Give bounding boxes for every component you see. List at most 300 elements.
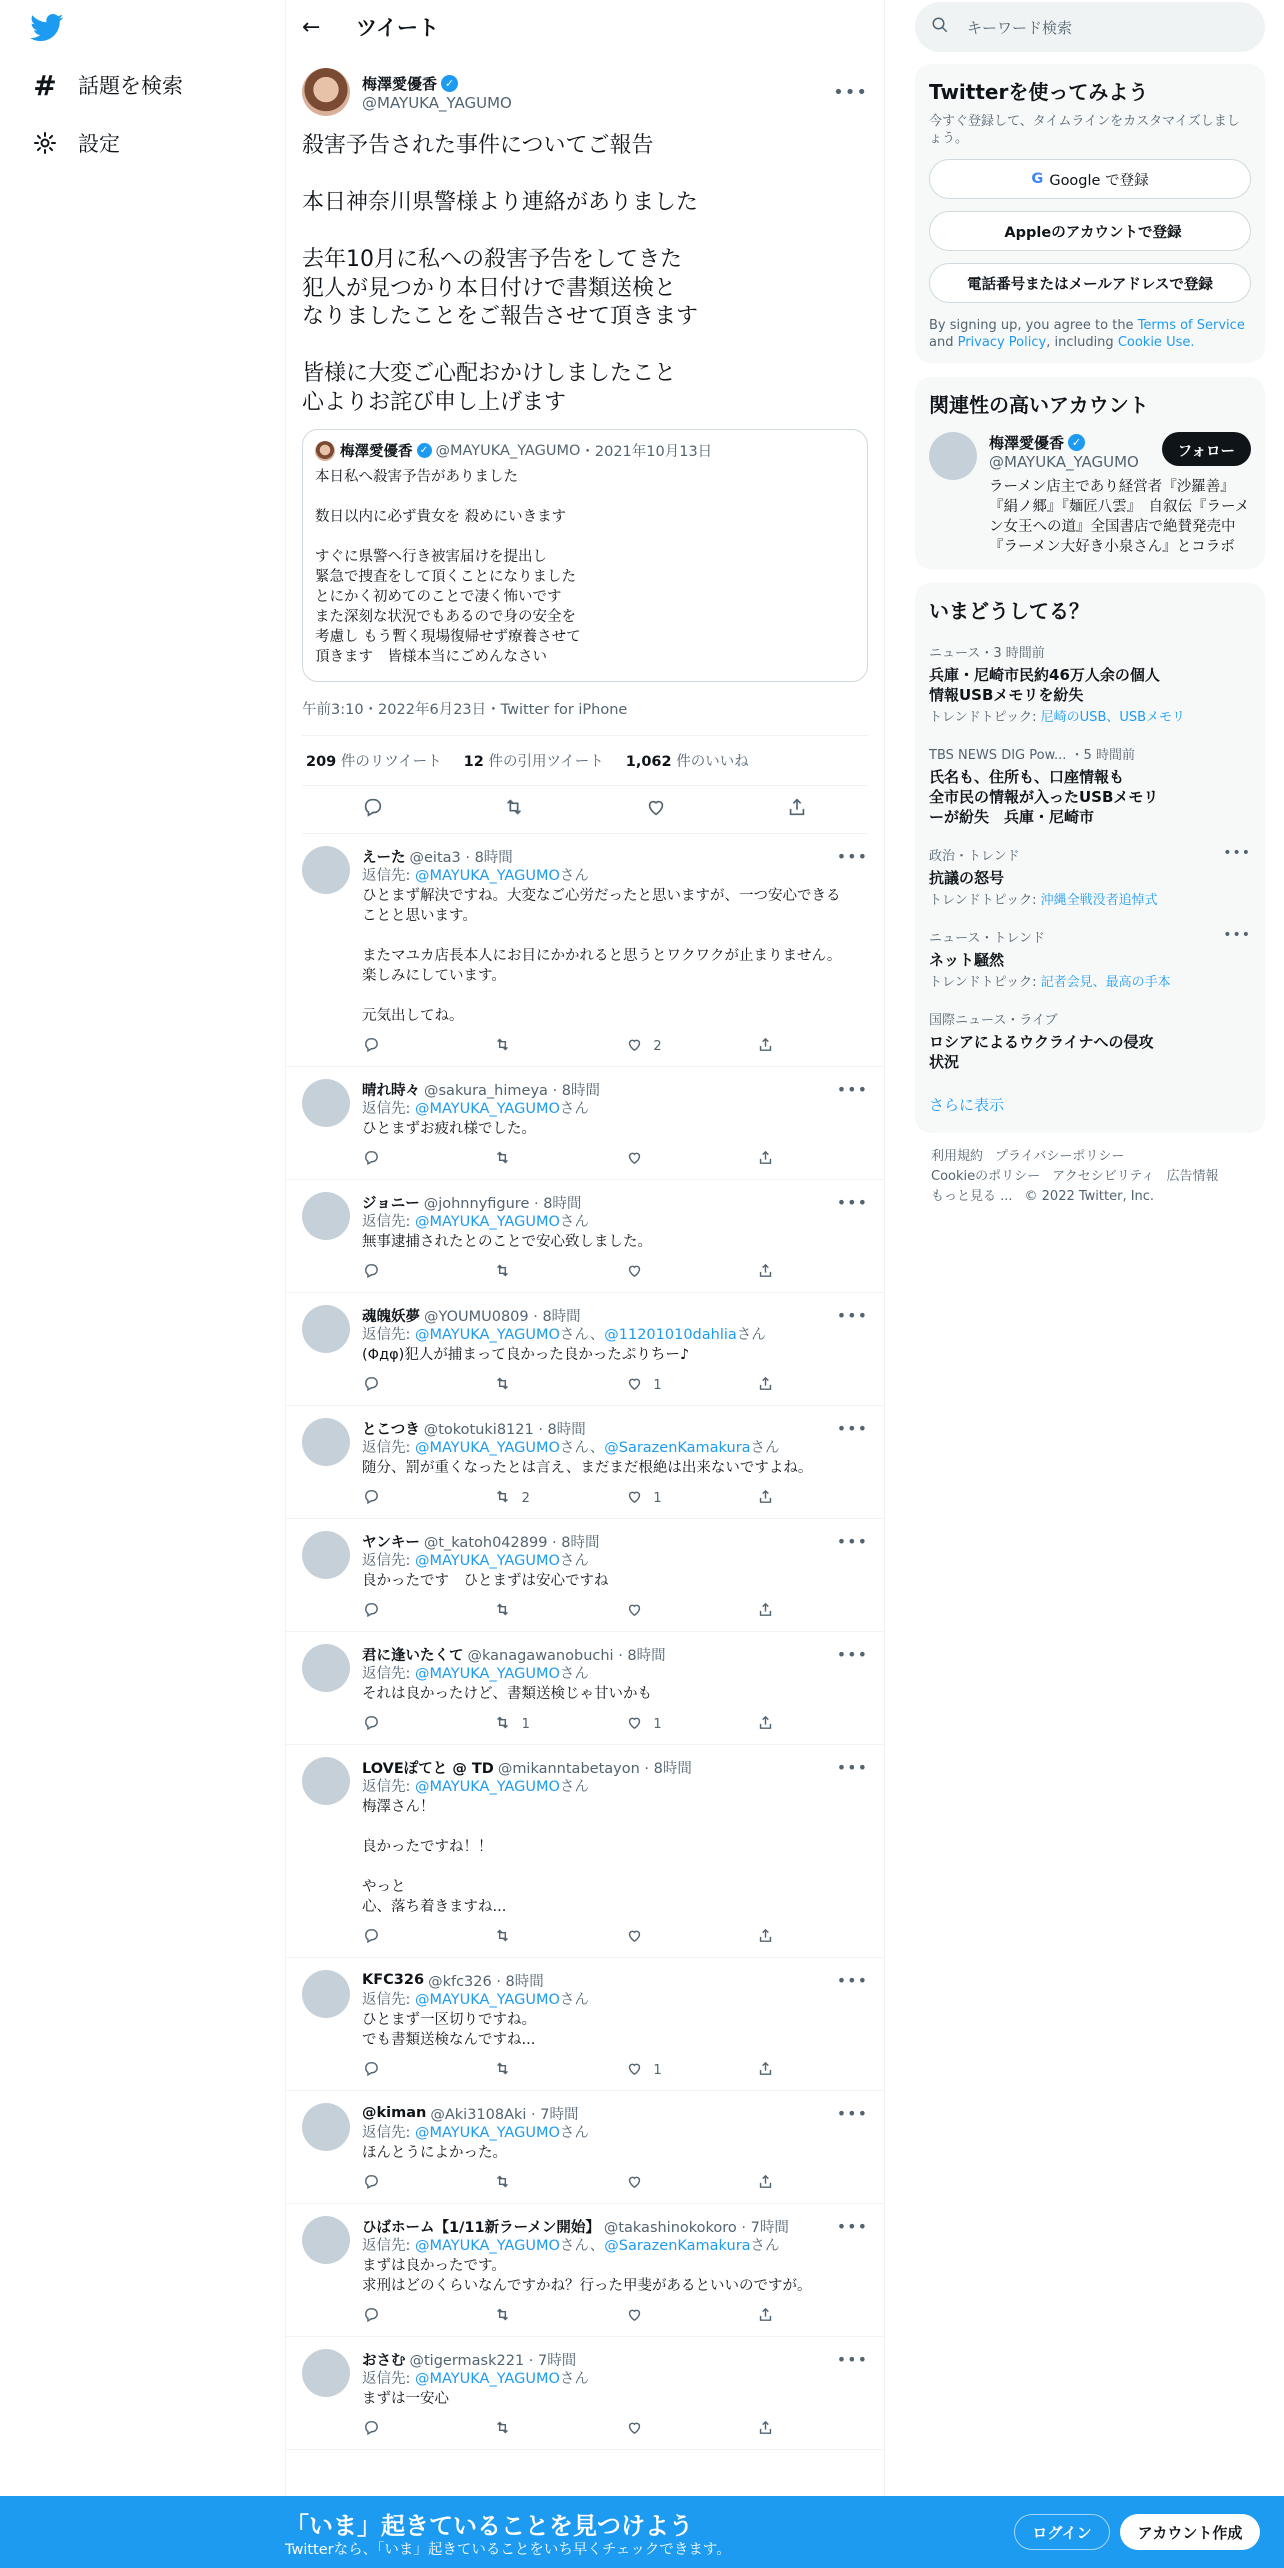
- reply-to-link[interactable]: @MAYUKA_YAGUMO: [415, 2371, 560, 2387]
- author-handle[interactable]: @MAYUKA_YAGUMO: [362, 93, 512, 112]
- trend-item[interactable]: [929, 927, 1251, 991]
- reply-author-handle[interactable]: @YOUMU0809 · 8時間: [424, 1308, 581, 1325]
- retweet-icon[interactable]: [494, 796, 534, 823]
- nav-settings-label: 設定: [78, 132, 120, 156]
- reply-text: ひとまず解決ですね。大変なご心労だったと思いますが、一つ安心できる ことと思います。 またマユカ店長本人にお目にかかれると思うとワクワクが止まりません。 楽しみにしています。 元気出してね。: [362, 888, 842, 1024]
- reply-author-name[interactable]: ひばホーム【1/11新ラーメン開始】: [362, 2219, 600, 2236]
- reply-icon: [362, 1375, 380, 1396]
- more-options-icon[interactable]: •••: [836, 2216, 868, 2236]
- back-arrow-icon[interactable]: ←: [302, 14, 321, 40]
- retweet-button[interactable]: [494, 1036, 584, 1057]
- reply-icon: [362, 2060, 380, 2081]
- share-icon[interactable]: [777, 796, 817, 823]
- more-options-icon[interactable]: •••: [836, 2349, 868, 2369]
- share-button[interactable]: [757, 1714, 787, 1735]
- reply-text: 梅澤さん！ 良かったですね！！ やっと 心、落ち着きますね...: [362, 1799, 507, 1915]
- retweet-icon: [494, 1927, 512, 1948]
- page-title: ツイート: [356, 16, 439, 40]
- reply-to-suffix: さん: [750, 1440, 780, 1456]
- reply-to-suffix: さん: [559, 2371, 589, 2387]
- reply-author-handle[interactable]: @eita3 · 8時間: [409, 849, 513, 866]
- reply-to-link[interactable]: @MAYUKA_YAGUMO: [415, 2238, 560, 2254]
- more-options-icon[interactable]: •••: [836, 1644, 868, 1664]
- like-count: 1: [653, 1716, 662, 1732]
- like-button[interactable]: [625, 2419, 715, 2440]
- reply-to-prefix: 返信先:: [362, 2125, 415, 2141]
- login-button[interactable]: ログイン: [1014, 2514, 1110, 2550]
- focal-tweet: [286, 54, 884, 834]
- like-button[interactable]: [625, 1149, 715, 1170]
- more-options-icon[interactable]: •••: [836, 1418, 868, 1438]
- reply-to-link[interactable]: @SarazenKamakura: [604, 1440, 751, 1456]
- reply-icon: [362, 1927, 380, 1948]
- reply-button[interactable]: [362, 1262, 452, 1283]
- reply-icon[interactable]: [353, 796, 393, 823]
- nav-explore[interactable]: [30, 70, 183, 100]
- reply-tweet[interactable]: 魂魄妖夢 @YOUMU0809 · 8時間 ••• 返信先: @MAYUKA_YAGUMOさん、@11201010dahliaさん (Φдφ)犯人が捕まって良かった良かったぷりちー♪ 1: [286, 1293, 884, 1406]
- avatar[interactable]: [302, 1305, 350, 1353]
- trend-item[interactable]: [929, 845, 1251, 909]
- more-options-icon[interactable]: •••: [836, 1531, 868, 1551]
- quote-count-label: 件の引用ツイート: [483, 754, 604, 770]
- trends-title: いまどうしてる？: [929, 599, 1089, 623]
- reply-to-prefix: 返信先:: [362, 1327, 415, 1343]
- reply-button[interactable]: [362, 2419, 452, 2440]
- nav-explore-label: 話題を検索: [78, 74, 183, 98]
- reply-to-link[interactable]: @MAYUKA_YAGUMO: [415, 1327, 560, 1343]
- trend-title: 氏名も、住所も、口座情報も 全市民の情報が入ったUSBメモリ ーが紛失 兵庫・尼崎市: [929, 768, 1159, 826]
- reply-tweet[interactable]: [286, 1745, 884, 1958]
- avatar[interactable]: [302, 1644, 350, 1692]
- reply-to-prefix: 返信先:: [362, 1440, 415, 1456]
- reply-icon: [362, 1601, 380, 1622]
- retweet-count: 209: [306, 754, 337, 770]
- like-button[interactable]: [625, 2173, 715, 2194]
- share-button[interactable]: [757, 1036, 787, 1057]
- bottom-bar-title: 「いま」起きていることを見つけよう: [285, 2512, 693, 2540]
- retweet-button[interactable]: [494, 1488, 584, 1509]
- tweet-actions: [302, 786, 868, 834]
- footer-privacy-link[interactable]: プライバシーポリシー: [995, 1149, 1125, 1164]
- reply-to-link[interactable]: @SarazenKamakura: [604, 2238, 751, 2254]
- phone-email-signup-button[interactable]: [929, 263, 1251, 303]
- more-options-icon[interactable]: •••: [833, 81, 868, 103]
- avatar[interactable]: [302, 1970, 350, 2018]
- share-button[interactable]: [757, 1262, 787, 1283]
- like-icon: [625, 1601, 643, 1622]
- more-options-icon[interactable]: •••: [836, 2103, 868, 2123]
- retweet-button[interactable]: [494, 1927, 584, 1948]
- reply-text: まずは一安心: [362, 2391, 449, 2407]
- more-options-icon[interactable]: •••: [836, 1757, 868, 1777]
- cookie-link[interactable]: Cookie Use.: [1117, 335, 1195, 350]
- like-button[interactable]: [625, 2060, 715, 2081]
- share-icon: [757, 1036, 775, 1057]
- like-icon: [625, 2306, 643, 2327]
- more-options-icon[interactable]: •••: [1223, 845, 1251, 861]
- avatar[interactable]: [929, 432, 977, 480]
- reply-tweet[interactable]: [286, 1958, 884, 2091]
- reply-to-suffix: さん: [559, 1666, 589, 1682]
- reply-author-name[interactable]: KFC326: [362, 1972, 425, 1988]
- relevant-title: 関連性の高いアカウント: [929, 393, 1149, 417]
- google-signup-label: Google で登録: [1049, 172, 1149, 189]
- share-icon: [757, 1149, 775, 1170]
- reply-to-link[interactable]: @MAYUKA_YAGUMO: [415, 1992, 560, 2008]
- more-options-icon[interactable]: •••: [836, 1970, 868, 1990]
- like-icon[interactable]: [636, 796, 676, 823]
- avatar[interactable]: [302, 1192, 350, 1240]
- reply-tweet[interactable]: とこつき @tokotuki8121 · 8時間 ••• 返信先: @MAYUKA_YAGUMOさん、@SarazenKamakuraさん 随分、罰が重くなったとは言え、まだまだ根絶は出来ないですよね。 2 1: [286, 1406, 884, 1519]
- account-row[interactable]: [929, 432, 1251, 557]
- share-icon: [757, 1601, 775, 1622]
- quote-count: 12: [463, 754, 484, 770]
- reply-to-prefix: 返信先:: [362, 1779, 415, 1795]
- quoted-tweet[interactable]: [302, 429, 868, 682]
- reply-icon: [362, 1262, 380, 1283]
- trend-topic-link[interactable]: 尼崎のUSB、USBメモリ: [1040, 710, 1186, 725]
- like-count: 1: [653, 1377, 662, 1393]
- like-button[interactable]: [625, 1927, 715, 1948]
- retweet-icon: [494, 1601, 512, 1622]
- reply-to-link[interactable]: @11201010dahlia: [604, 1327, 737, 1343]
- trend-topic-prefix: トレンドトピック:: [929, 975, 1041, 990]
- share-button[interactable]: [757, 2173, 787, 2194]
- like-count-link[interactable]: [626, 750, 749, 771]
- hashtag-icon: #: [33, 68, 57, 102]
- share-button[interactable]: [757, 2419, 787, 2440]
- retweet-count: 2: [521, 1490, 530, 1506]
- tweet-text: 殺害予告された事件についてご報告 本日神奈川県警様より連絡がありました 去年10月に私への殺害予告をしてきた 犯人が見つかり本日付けで書類送検と なりましたことをご報告させて頂きます 皆様に大変ご心配おかけしましたこと 心よりお詫び申し上げます: [302, 133, 699, 415]
- reply-text: ひとまず一区切りですね。 でも書類送検なんですね...: [362, 2012, 536, 2048]
- reply-author-handle[interactable]: @kanagawanobuchi · 8時間: [467, 1647, 666, 1664]
- reply-button[interactable]: [362, 2173, 452, 2194]
- reply-button[interactable]: [362, 1601, 452, 1622]
- verified-badge-icon: ✓: [441, 75, 458, 92]
- reply-author-name[interactable]: ヤンキー: [362, 1534, 420, 1551]
- signup-sub: 今すぐ登録して、タイムラインをカスタマイズしましょう。: [929, 114, 1240, 146]
- terms-link[interactable]: Terms of Service: [1137, 318, 1245, 333]
- reply-author-handle[interactable]: @sakura_himeya · 8時間: [424, 1082, 600, 1099]
- share-icon: [757, 2173, 775, 2194]
- like-button[interactable]: [625, 1262, 715, 1283]
- reply-author-name[interactable]: えーた: [362, 849, 406, 866]
- reply-author-name[interactable]: とこつき: [362, 1421, 420, 1438]
- apple-signup-button[interactable]: [929, 211, 1251, 251]
- reply-tweet[interactable]: [286, 1180, 884, 1293]
- right-sidebar: [915, 0, 1265, 1221]
- share-icon: [757, 1488, 775, 1509]
- footer-accessibility-link[interactable]: アクセシビリティ: [1052, 1169, 1155, 1184]
- reply-icon: [362, 2306, 380, 2327]
- like-icon: [625, 1036, 643, 1057]
- reply-to-link[interactable]: @MAYUKA_YAGUMO: [415, 1779, 560, 1795]
- quote-avatar: [315, 441, 335, 461]
- reply-to-link[interactable]: @MAYUKA_YAGUMO: [415, 2125, 560, 2141]
- more-options-icon[interactable]: •••: [836, 1192, 868, 1212]
- trend-item[interactable]: [929, 1009, 1251, 1072]
- search-input[interactable]: [915, 2, 1265, 52]
- reply-to-suffix: さん: [559, 2238, 590, 2254]
- like-count: 1: [653, 2062, 662, 2078]
- legal-text-3: , including: [1046, 335, 1118, 350]
- reply-author-name[interactable]: ジョニー: [362, 1195, 420, 1212]
- follow-button[interactable]: フォロー: [1162, 432, 1251, 466]
- avatar[interactable]: [302, 2103, 350, 2151]
- bottom-signup-bar: [0, 2496, 1284, 2568]
- reply-to-suffix: さん: [559, 868, 589, 884]
- retweet-button[interactable]: [494, 1714, 584, 1735]
- show-more-link[interactable]: さらに表示: [929, 1096, 1005, 1114]
- tweet-stats: [302, 736, 868, 786]
- retweet-button[interactable]: [494, 2060, 584, 2081]
- reply-to-prefix: 返信先:: [362, 1553, 415, 1569]
- trend-topic-prefix: トレンドトピック:: [929, 893, 1041, 908]
- more-options-icon[interactable]: •••: [1223, 927, 1251, 943]
- reply-to-link[interactable]: @MAYUKA_YAGUMO: [415, 1666, 560, 1682]
- reply-icon: [362, 1714, 380, 1735]
- reply-author-name[interactable]: @kiman: [362, 2105, 427, 2121]
- reply-author-handle[interactable]: @takashinokokoro · 7時間: [603, 2219, 789, 2236]
- nav-settings[interactable]: [30, 128, 120, 158]
- signup-legal: [929, 317, 1251, 351]
- reply-to-link[interactable]: @MAYUKA_YAGUMO: [415, 868, 560, 884]
- retweet-button[interactable]: [494, 2173, 584, 2194]
- quote-text: 本日私へ殺害予告がありました 数日以内に必ず貴女を 殺めにいきます すぐに県警へ行き被害届けを提出し 緊急で捜査をして頂くことになりました とにかく初めてのことで凄く怖いです また深刻な状況でもあるので身の安全を 考慮し もう暫く現場復帰せず療養させて 頂きます 皆様本当にごめんなさい: [315, 469, 581, 665]
- like-icon: [625, 1488, 643, 1509]
- retweet-button[interactable]: [494, 1149, 584, 1170]
- retweet-icon: [494, 1036, 512, 1057]
- avatar[interactable]: [302, 2349, 350, 2397]
- retweet-count-link[interactable]: [306, 750, 442, 771]
- avatar[interactable]: [302, 68, 350, 116]
- share-icon: [757, 2419, 775, 2440]
- avatar[interactable]: [302, 846, 350, 894]
- share-button[interactable]: [757, 1927, 787, 1948]
- reply-icon: [362, 2173, 380, 2194]
- apple-signup-label: Appleのアカウントで登録: [1004, 224, 1182, 241]
- like-button[interactable]: [625, 1714, 715, 1735]
- trend-topic-link[interactable]: 記者会見、最高の手本: [1040, 975, 1171, 990]
- retweet-button[interactable]: [494, 2419, 584, 2440]
- reply-to-suffix: さん: [559, 1327, 590, 1343]
- reply-to-link[interactable]: @MAYUKA_YAGUMO: [415, 1553, 560, 1569]
- reply-icon: [362, 1149, 380, 1170]
- reply-to-suffix: さん: [559, 1779, 589, 1795]
- reply-text: (Φдφ)犯人が捕まって良かった良かったぷりちー♪: [362, 1347, 690, 1363]
- reply-button[interactable]: [362, 1375, 452, 1396]
- twitter-logo-icon[interactable]: [30, 14, 64, 46]
- avatar[interactable]: [302, 1531, 350, 1579]
- reply-author-handle[interactable]: @mikanntabetayon · 8時間: [497, 1760, 692, 1777]
- reply-to-suffix: さん: [559, 1992, 589, 2008]
- left-nav: [0, 0, 285, 2568]
- verified-badge-icon: ✓: [1068, 434, 1085, 451]
- trend-title: 抗議の怒号: [929, 869, 1005, 887]
- trend-title: ネット騒然: [929, 951, 1005, 969]
- reply-to-suffix: さん: [559, 1214, 589, 1230]
- reply-text: 随分、罰が重くなったとは言え、まだまだ根絶は出来ないですよね。: [362, 1460, 813, 1476]
- phone-signup-label: 電話番号またはメールアドレスで登録: [967, 276, 1213, 293]
- retweet-button[interactable]: [494, 2306, 584, 2327]
- reply-to-prefix: 返信先:: [362, 1666, 415, 1682]
- quote-count-link[interactable]: [464, 750, 604, 771]
- reply-to-suffix: さん: [559, 2125, 589, 2141]
- quote-date: ・2021年10月13日: [580, 444, 713, 460]
- like-icon: [625, 1262, 643, 1283]
- share-icon: [757, 2060, 775, 2081]
- retweet-count-label: 件のリツイート: [336, 754, 442, 770]
- account-name[interactable]: 梅澤愛優香: [989, 434, 1065, 452]
- reply-to-prefix: 返信先:: [362, 2238, 415, 2254]
- legal-text-2: and: [929, 335, 958, 350]
- search-placeholder: キーワード検索: [967, 18, 1073, 37]
- share-button[interactable]: [757, 2306, 787, 2327]
- reply-tweet[interactable]: ひばホーム【1/11新ラーメン開始】 @takashinokokoro · 7時間 ••• 返信先: @MAYUKA_YAGUMOさん、@SarazenKamakuraさん まずは良かったです。 求刑はどのくらいなんですかね？行った甲斐があるといいのですが。: [286, 2204, 884, 2337]
- reply-to-prefix: 返信先:: [362, 1214, 415, 1230]
- retweet-button[interactable]: [494, 1601, 584, 1622]
- reply-author-name[interactable]: 君に逢いたくて: [362, 1647, 464, 1664]
- retweet-icon: [494, 1488, 512, 1509]
- reply-author-handle[interactable]: @tokotuki8121 · 8時間: [423, 1421, 586, 1438]
- reply-author-handle[interactable]: @tigermask221 · 7時間: [409, 2352, 577, 2369]
- share-button[interactable]: [757, 1149, 787, 1170]
- reply-button[interactable]: [362, 1488, 452, 1509]
- reply-tweet[interactable]: [286, 2337, 884, 2450]
- reply-text: ひとまずお疲れ様でした。: [362, 1121, 536, 1137]
- retweet-icon: [494, 2060, 512, 2081]
- like-button[interactable]: [625, 1036, 715, 1057]
- more-options-icon[interactable]: •••: [836, 1079, 868, 1099]
- reply-tweet[interactable]: [286, 834, 884, 1067]
- reply-author-handle[interactable]: @t_katoh042899 · 8時間: [423, 1534, 600, 1551]
- trend-topic-prefix: トレンドトピック:: [929, 710, 1041, 725]
- reply-text: まずは良かったです。 求刑はどのくらいなんですかね？行った甲斐があるといいのですが。: [362, 2258, 812, 2294]
- footer-more-link[interactable]: もっと見る ...: [931, 1189, 1013, 1204]
- trend-category: ニュース・3 時間前: [929, 646, 1045, 661]
- search-icon: [931, 16, 949, 38]
- tweet-timestamp[interactable]: 午前3:10・2022年6月23日・Twitter for iPhone: [302, 682, 868, 736]
- footer-ads-link[interactable]: 広告情報: [1166, 1169, 1219, 1184]
- reply-to-link[interactable]: @MAYUKA_YAGUMO: [415, 1440, 560, 1456]
- footer-copyright: © 2022 Twitter, Inc.: [1024, 1189, 1155, 1204]
- share-button[interactable]: [757, 1375, 787, 1396]
- trend-category: 政治・トレンド: [929, 849, 1020, 864]
- account-handle: @MAYUKA_YAGUMO: [989, 453, 1139, 471]
- author-name[interactable]: 梅澤愛優香: [362, 74, 438, 93]
- reply-button[interactable]: [362, 2306, 452, 2327]
- reply-tweet[interactable]: [286, 1632, 884, 1745]
- more-options-icon[interactable]: •••: [836, 846, 868, 866]
- reply-to-suffix: さん: [559, 1553, 589, 1569]
- reply-button[interactable]: [362, 1149, 452, 1170]
- reply-to-suffix: さん: [559, 1440, 590, 1456]
- bottom-bar-subtitle: Twitterなら、「いま」起きていることをいち早くチェックできます。: [285, 2542, 731, 2558]
- reply-tweet[interactable]: [286, 1519, 884, 1632]
- trend-topic-link[interactable]: 沖縄全戦没者追悼式: [1040, 893, 1158, 908]
- like-icon: [625, 1375, 643, 1396]
- footer-links: [915, 1133, 1265, 1221]
- reply-author-handle[interactable]: @kfc326 · 8時間: [428, 1973, 544, 1990]
- like-count: 2: [653, 1038, 662, 1054]
- reply-list: [286, 834, 884, 2450]
- trend-category: TBS NEWS DIG Pow... ・5 時間前: [929, 748, 1135, 763]
- quote-author-name: 梅澤愛優香: [340, 444, 413, 460]
- retweet-icon: [494, 1149, 512, 1170]
- like-button[interactable]: [625, 1601, 715, 1622]
- like-icon: [625, 2060, 643, 2081]
- trend-item[interactable]: [929, 744, 1251, 827]
- reply-tweet[interactable]: [286, 2091, 884, 2204]
- google-signup-button[interactable]: [929, 159, 1251, 199]
- signup-title: Twitterを使ってみよう: [929, 80, 1149, 104]
- page-header: [286, 0, 884, 54]
- like-button[interactable]: [625, 1488, 715, 1509]
- main-column: [285, 0, 885, 2568]
- gear-icon: [30, 128, 60, 158]
- reply-author-handle[interactable]: @Aki3108Aki · 7時間: [430, 2106, 579, 2123]
- reply-to-link[interactable]: @MAYUKA_YAGUMO: [415, 1214, 560, 1230]
- share-icon: [757, 1262, 775, 1283]
- like-icon: [625, 1927, 643, 1948]
- reply-author-name[interactable]: 晴れ時々: [362, 1082, 420, 1099]
- share-button[interactable]: [757, 2060, 787, 2081]
- privacy-link[interactable]: Privacy Policy: [957, 335, 1047, 350]
- retweet-button[interactable]: [494, 1262, 584, 1283]
- footer-cookie-link[interactable]: Cookieのポリシー: [931, 1169, 1041, 1184]
- avatar[interactable]: [302, 1757, 350, 1805]
- share-icon: [757, 1927, 775, 1948]
- like-icon: [625, 1714, 643, 1735]
- retweet-count: 1: [521, 1716, 530, 1732]
- reply-author-handle[interactable]: @johnnyfigure · 8時間: [423, 1195, 582, 1212]
- reply-button[interactable]: [362, 1036, 452, 1057]
- avatar[interactable]: [302, 2216, 350, 2264]
- reply-icon: [362, 1036, 380, 1057]
- reply-tweet[interactable]: [286, 1067, 884, 1180]
- reply-author-name[interactable]: 魂魄妖夢: [362, 1308, 420, 1325]
- quote-author-handle: @MAYUKA_YAGUMO: [435, 442, 581, 459]
- reply-author-name[interactable]: おさむ: [362, 2352, 406, 2369]
- avatar[interactable]: [302, 1418, 350, 1466]
- like-button[interactable]: [625, 2306, 715, 2327]
- like-button[interactable]: [625, 1375, 715, 1396]
- share-button[interactable]: [757, 1488, 787, 1509]
- trend-item[interactable]: [929, 642, 1251, 726]
- more-options-icon[interactable]: •••: [836, 1305, 868, 1325]
- avatar[interactable]: [302, 1079, 350, 1127]
- retweet-icon: [494, 2306, 512, 2327]
- reply-button[interactable]: [362, 1714, 452, 1735]
- share-icon: [757, 2306, 775, 2327]
- trends-card: [915, 583, 1265, 1133]
- verified-badge-icon: ✓: [417, 443, 432, 458]
- footer-terms-link[interactable]: 利用規約: [931, 1149, 984, 1164]
- reply-text: ほんとうによかった。: [362, 2145, 507, 2161]
- reply-author-name[interactable]: LOVEぽてと @ TD: [362, 1760, 494, 1777]
- share-button[interactable]: [757, 1601, 787, 1622]
- reply-to-suffix: さん: [750, 2238, 780, 2254]
- relevant-accounts-card: [915, 377, 1265, 569]
- trend-list: [929, 642, 1251, 1072]
- retweet-button[interactable]: [494, 1375, 584, 1396]
- account-bio: ラーメン店主であり経営者『沙羅善』『絹ノ郷』『麺匠八雲』 自叙伝『ラーメン女王への道』全国書店で絶賛発売中 『ラーメン大好き小泉さん』とコラボ: [989, 479, 1250, 555]
- reply-button[interactable]: [362, 2060, 452, 2081]
- signup-button[interactable]: アカウント作成: [1120, 2514, 1260, 2550]
- reply-to-link[interactable]: @MAYUKA_YAGUMO: [415, 1101, 560, 1117]
- reply-button[interactable]: [362, 1927, 452, 1948]
- retweet-icon: [494, 1262, 512, 1283]
